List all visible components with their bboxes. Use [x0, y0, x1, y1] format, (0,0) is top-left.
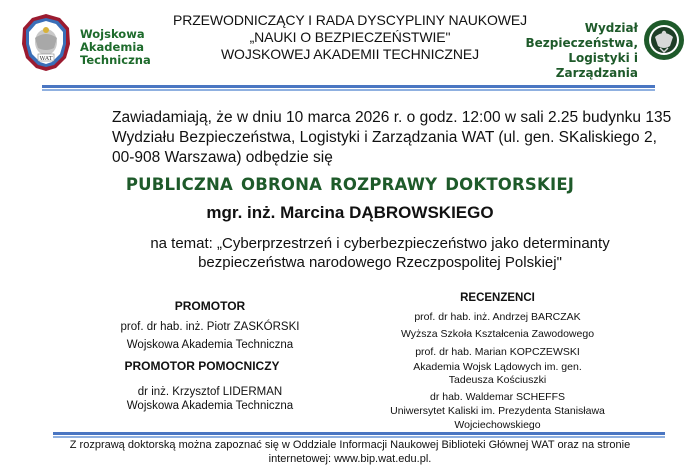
title-line: WOJSKOWEJ AKADEMII TECHNICZNEJ — [220, 46, 480, 62]
announcement-line: 00-908 Warszawa) odbędzie się — [112, 149, 333, 166]
reviewer-affiliation: Wyższa Szkoła Kształcenia Zawodowego — [400, 328, 595, 340]
faculty-name — [488, 21, 638, 81]
reviewer-affiliation: Wojciechowskiego — [454, 419, 541, 431]
svg-text:WAT: WAT — [39, 56, 53, 62]
title-line: „NAUKI O BEZPIECZEŃSTWIE" — [249, 29, 451, 45]
promotor-affiliation: Wojskowa Akademia Techniczna — [126, 339, 294, 351]
faculty-name-line: Wydział — [584, 21, 638, 35]
wat-name-line: Wojskowa — [80, 27, 145, 41]
assistant-promotor-affiliation: Wojskowa Akademia Techniczna — [126, 400, 294, 412]
reviewer-affiliation: Uniwersytet Kaliski im. Prezydenta Stanisława — [390, 405, 605, 417]
topic-line: na temat: „Cyberprzestrzeń i cyberbezpieczeństwo jako determinanty — [150, 235, 610, 252]
wat-name — [80, 28, 151, 67]
wat-name-line: Akademia — [80, 40, 145, 54]
promotor-name: prof. dr hab. inż. Piotr ZASKÓRSKI — [120, 321, 300, 333]
wat-name-line: Techniczna — [80, 53, 151, 67]
assistant-promotor-label: PROMOTOR POMOCNICZY — [124, 359, 280, 373]
footer-line: internetowej: www.bip.wat.edu.pl. — [268, 453, 432, 465]
reviewer-affiliation: Akademia Wojsk Lądowych im. gen. — [413, 361, 582, 373]
reviewer-affiliation: Tadeusza Kościuszki — [448, 374, 547, 386]
announcement-line: Zawiadamiają, że w dniu 10 marca 2026 r. o godz. 12:00 w sali 2.25 budynku 135 — [112, 109, 672, 126]
header-divider — [42, 85, 655, 91]
footer-note — [0, 438, 700, 466]
announcement-line: Wydziału Bezpieczeństwa, Logistyki i Zarządzania WAT (ul. gen. SKaliskiego 2, — [112, 129, 657, 146]
reviewer-name: dr hab. Waldemar SCHEFFS — [430, 391, 565, 403]
title-line: PRZEWODNICZĄCY I RADA DYSCYPLINY NAUKOWEJ — [172, 12, 527, 28]
faculty-eagle-seal-icon — [643, 19, 685, 61]
footer-line: Z rozprawą doktorską można zapoznać się w Oddziale Informacji Naukowej Biblioteki Głównej WAT oraz na stronie — [69, 439, 631, 451]
reviewer-name: prof. dr hab. Marian KOPCZEWSKI — [415, 346, 580, 358]
announcement — [112, 108, 672, 168]
reviewers-label: RECENZENCI — [460, 292, 535, 304]
reviewer-name: prof. dr hab. inż. Andrzej BARCZAK — [414, 311, 581, 323]
promotor-label: PROMOTOR — [174, 299, 246, 313]
wat-eagle-crest-icon — [20, 12, 72, 72]
assistant-promotor-name: dr inż. Krzysztof LIDERMAN — [137, 386, 283, 398]
dissertation-topic — [120, 234, 640, 272]
faculty-name-line: Bezpieczeństwa, — [525, 36, 638, 50]
candidate-name: mgr. inż. Marcina DĄBROWSKIEGO — [206, 203, 494, 222]
defense-title: PUBLICZNA OBRONA ROZPRAWY DOKTORSKIEJ — [125, 175, 575, 194]
faculty-name-line: Logistyki i Zarządzania — [555, 51, 638, 80]
topic-line: bezpieczeństwa narodowego Rzeczpospolitej Polskiej" — [198, 254, 562, 271]
